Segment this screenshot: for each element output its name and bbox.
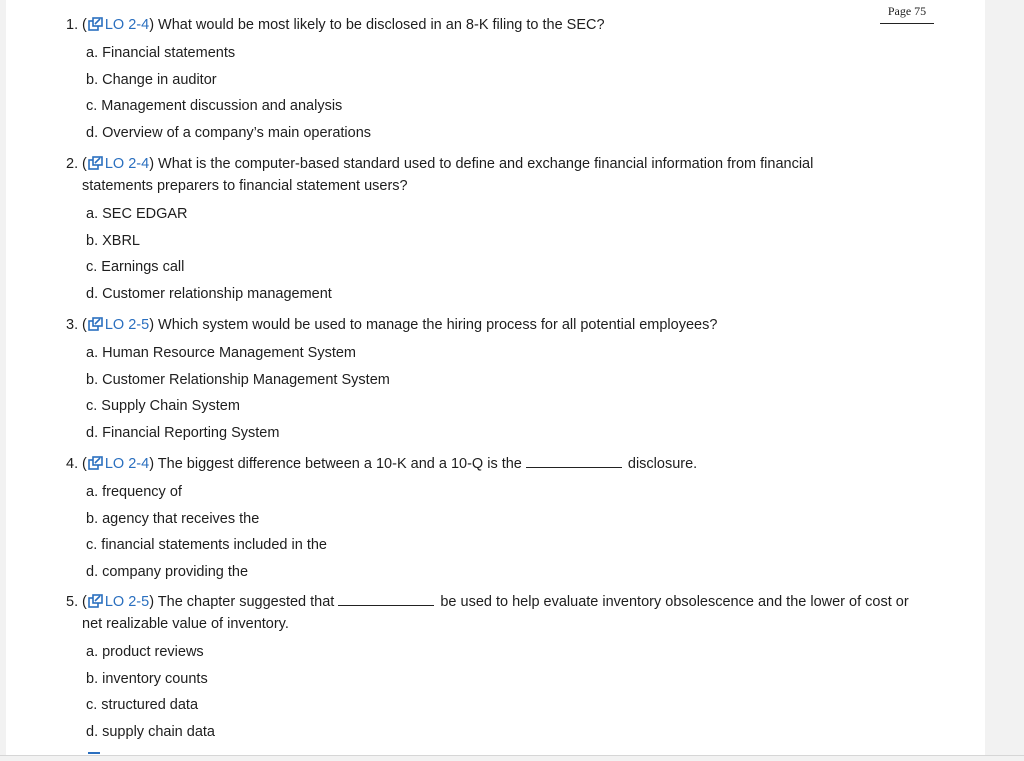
next-question-icon — [88, 752, 100, 757]
option[interactable]: a. Financial statements — [86, 45, 236, 61]
question-text: What is the computer-based standard used to define and exchange financial information from financial statements preparers to financial statement users? — [82, 156, 814, 194]
option[interactable]: a. SEC EDGAR — [86, 206, 188, 222]
page-number: Page 75 — [880, 4, 934, 24]
learning-objective-link[interactable]: LO 2-4 — [104, 456, 150, 472]
option[interactable]: d. Overview of a company’s main operations — [86, 124, 372, 141]
option[interactable]: c. Earnings call — [86, 259, 185, 275]
external-link-icon[interactable] — [88, 455, 103, 469]
question-stem: ( LO 2-5) The chapter suggested that be used to help evaluate inventory obsolescence and the lower of cost or net realizable value of inventory. — [82, 594, 909, 632]
question-number: 4. — [66, 456, 79, 472]
option[interactable]: c. Supply Chain System — [86, 398, 240, 414]
option[interactable]: b. Customer Relationship Management System — [86, 371, 390, 388]
option[interactable]: b. agency that receives the — [86, 510, 260, 527]
question-number: 1. — [66, 17, 79, 33]
learning-objective-link[interactable]: LO 2-4 — [104, 156, 150, 172]
option[interactable]: a. frequency of — [86, 484, 182, 500]
question-text-after-blank: disclosure. — [627, 456, 698, 472]
learning-objective-link[interactable]: LO 2-4 — [104, 17, 150, 33]
learning-objective-link[interactable]: LO 2-5 — [104, 594, 150, 610]
option[interactable]: a. Human Resource Management System — [86, 345, 356, 361]
external-link-icon[interactable] — [88, 16, 103, 30]
question-number: 3. — [66, 317, 79, 333]
question-text-after-blank: be used to help evaluate inventory obsolescence and the lower of cost or net realizable value of inventory. — [82, 594, 909, 632]
option[interactable]: b. XBRL — [86, 232, 140, 249]
question-text: The chapter suggested that — [157, 594, 335, 610]
question-1 — [66, 14, 872, 146]
question-2 — [66, 153, 862, 307]
question-3 — [66, 314, 872, 446]
external-link-icon[interactable] — [88, 155, 103, 169]
option[interactable]: d. company providing the — [86, 563, 249, 580]
question-5 — [66, 591, 912, 745]
question-4 — [66, 453, 872, 585]
options-list — [82, 201, 862, 307]
option[interactable]: d. supply chain data — [86, 723, 215, 740]
question-text: The biggest difference between a 10-K and a 10-Q is the — [157, 456, 522, 472]
question-stem: ( LO 2-4) What would be most likely to be disclosed in an 8-K filing to the SEC? — [82, 17, 605, 33]
options-list — [82, 340, 872, 446]
option[interactable]: d. Financial Reporting System — [86, 424, 280, 441]
option[interactable]: a. product reviews — [86, 644, 204, 660]
option[interactable]: d. Customer relationship management — [86, 285, 332, 302]
option[interactable]: c. Management discussion and analysis — [86, 98, 343, 114]
page-bottom-divider — [0, 755, 1024, 756]
option[interactable]: b. Change in auditor — [86, 71, 217, 88]
question-number: 5. — [66, 594, 79, 610]
question-text: Which system would be used to manage the hiring process for all potential employees? — [158, 317, 718, 333]
fill-in-blank — [526, 455, 622, 468]
option[interactable]: c. structured data — [86, 697, 199, 713]
external-link-icon[interactable] — [88, 316, 103, 330]
fill-in-blank — [338, 593, 434, 606]
external-link-icon[interactable] — [88, 593, 103, 607]
question-stem: ( LO 2-4) The biggest difference between a 10-K and a 10-Q is the disclosure. — [82, 456, 698, 472]
options-list — [82, 40, 872, 146]
question-stem: ( LO 2-4) What is the computer-based standard used to define and exchange financial information from financial statements preparers to financial statement users? — [82, 156, 814, 194]
option[interactable]: c. financial statements included in the — [86, 537, 327, 553]
question-text: What would be most likely to be disclosed in an 8-K filing to the SEC? — [158, 17, 605, 33]
options-list — [82, 639, 912, 745]
learning-objective-link[interactable]: LO 2-5 — [104, 317, 150, 333]
question-stem: ( LO 2-5) Which system would be used to manage the hiring process for all potential employees? — [82, 317, 718, 333]
option[interactable]: b. inventory counts — [86, 670, 208, 687]
question-number: 2. — [66, 156, 79, 172]
options-list — [82, 479, 872, 585]
